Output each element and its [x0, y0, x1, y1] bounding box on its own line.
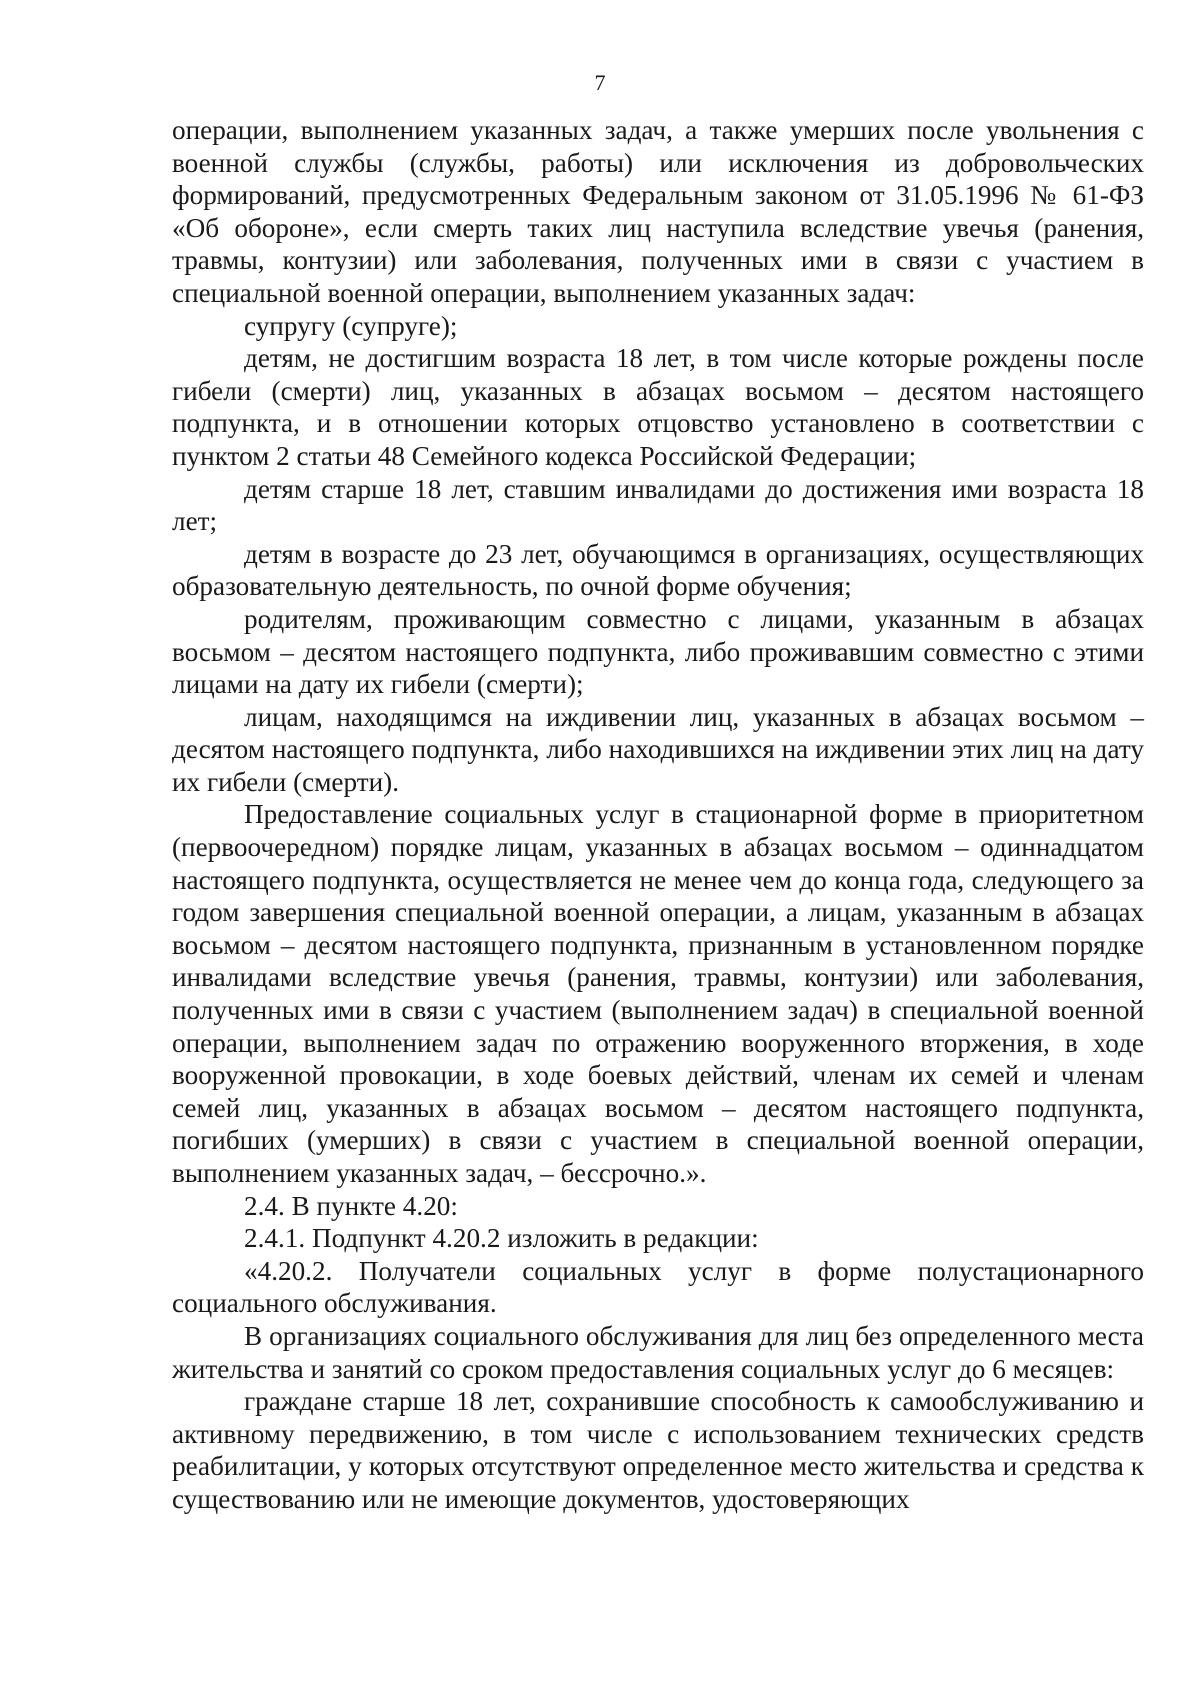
paragraph-parents: родителям, проживающим совместно с лицами, указанным в абзацах восьмом – десятом настоящего подпункта, либо проживавшим совместно с этими лицами на дату их гибели (смерти);: [172, 603, 1144, 700]
paragraph-homeless-organizations: В организациях социального обслуживания для лиц без определенного места жительства и занятий со сроком предоставления социальных услуг до 6 месяцев:: [172, 1320, 1144, 1384]
paragraph-priority-services: Предоставление социальных услуг в стационарной форме в приоритетном (первоочередном) порядке лицам, указанных в абзацах восьмом – одиннадцатом настоящего подпункта, осуществляется не менее чем до конца года, следующего за годом завершения специальной военной операции, а лицам, указанным в абзацах восьмом – десятом настоящего подпункта, признанным в установленном порядке инвалидами вследствие увечья (ранения, травмы, контузии) или заболевания, полученных ими в связи с участием (выполнением задач) в специальной военной операции, выполнением задач по отражению вооруженного вторжения, в ходе вооруженной провокации, в ходе боевых действий, членам их семей и членам семей лиц, указанных в абзацах восьмом – десятом настоящего подпункта, погибших (умерших) в связи с участием в специальной военной операции, выполнением указанных задач, – бессрочно.».: [172, 799, 1144, 1188]
paragraph-clause-2-4: 2.4. В пункте 4.20:: [244, 1190, 458, 1221]
document-body: [172, 114, 1144, 1516]
paragraph-children-under-18: детям, не достигшим возраста 18 лет, в том числе которые рождены после гибели (смерти) лиц, указанных в абзацах восьмом – десятом настоящего подпункта, и в отношении которых отцовство установлено в соответствии с пунктом 2 статьи 48 Семейного кодекса Российской Федерации;: [172, 343, 1144, 471]
paragraph-children-over-18-disabled: детям старше 18 лет, ставшим инвалидами до достижения ими возраста 18 лет;: [172, 473, 1144, 537]
paragraph-children-students: детям в возрасте до 23 лет, обучающимся в организациях, осуществляющих образовательную деятельность, по очной форме обучения;: [172, 538, 1144, 602]
paragraph-citizens-over-18: граждане старше 18 лет, сохранившие способность к самообслуживанию и активному передвижению, в том числе с использованием технических средств реабилитации, у которых отсутствуют определенное место жительства и средства к существованию или не имеющие документов, удостоверяющих: [172, 1386, 1144, 1514]
paragraph-clause-4-20-2: «4.20.2. Получатели социальных услуг в форме полустационарного социального обслуживания.: [172, 1255, 1144, 1319]
paragraph-clause-2-4-1: 2.4.1. Подпункт 4.20.2 изложить в редакции:: [244, 1223, 759, 1254]
paragraph-continuation: операции, выполнением указанных задач, а также умерших после увольнения с военной службы (службы, работы) или исключения из добровольческих формирований, предусмотренных Федеральным законом от 31.05.1996 № 61-ФЗ «Об обороне», если смерть таких лиц наступила вследствие увечья (ранения, травмы, контузии) или заболевания, полученных ими в связи с участием в специальной военной операции, выполнением указанных задач:: [172, 115, 1144, 308]
paragraph-dependents: лицам, находящимся на иждивении лиц, указанных в абзацах восьмом – десятом настоящего подпункта, либо находившихся на иждивении этих лиц на дату их гибели (смерти).: [172, 701, 1144, 797]
page-number: 7: [594, 70, 606, 95]
paragraph-spouse: супругу (супруге);: [244, 310, 458, 341]
